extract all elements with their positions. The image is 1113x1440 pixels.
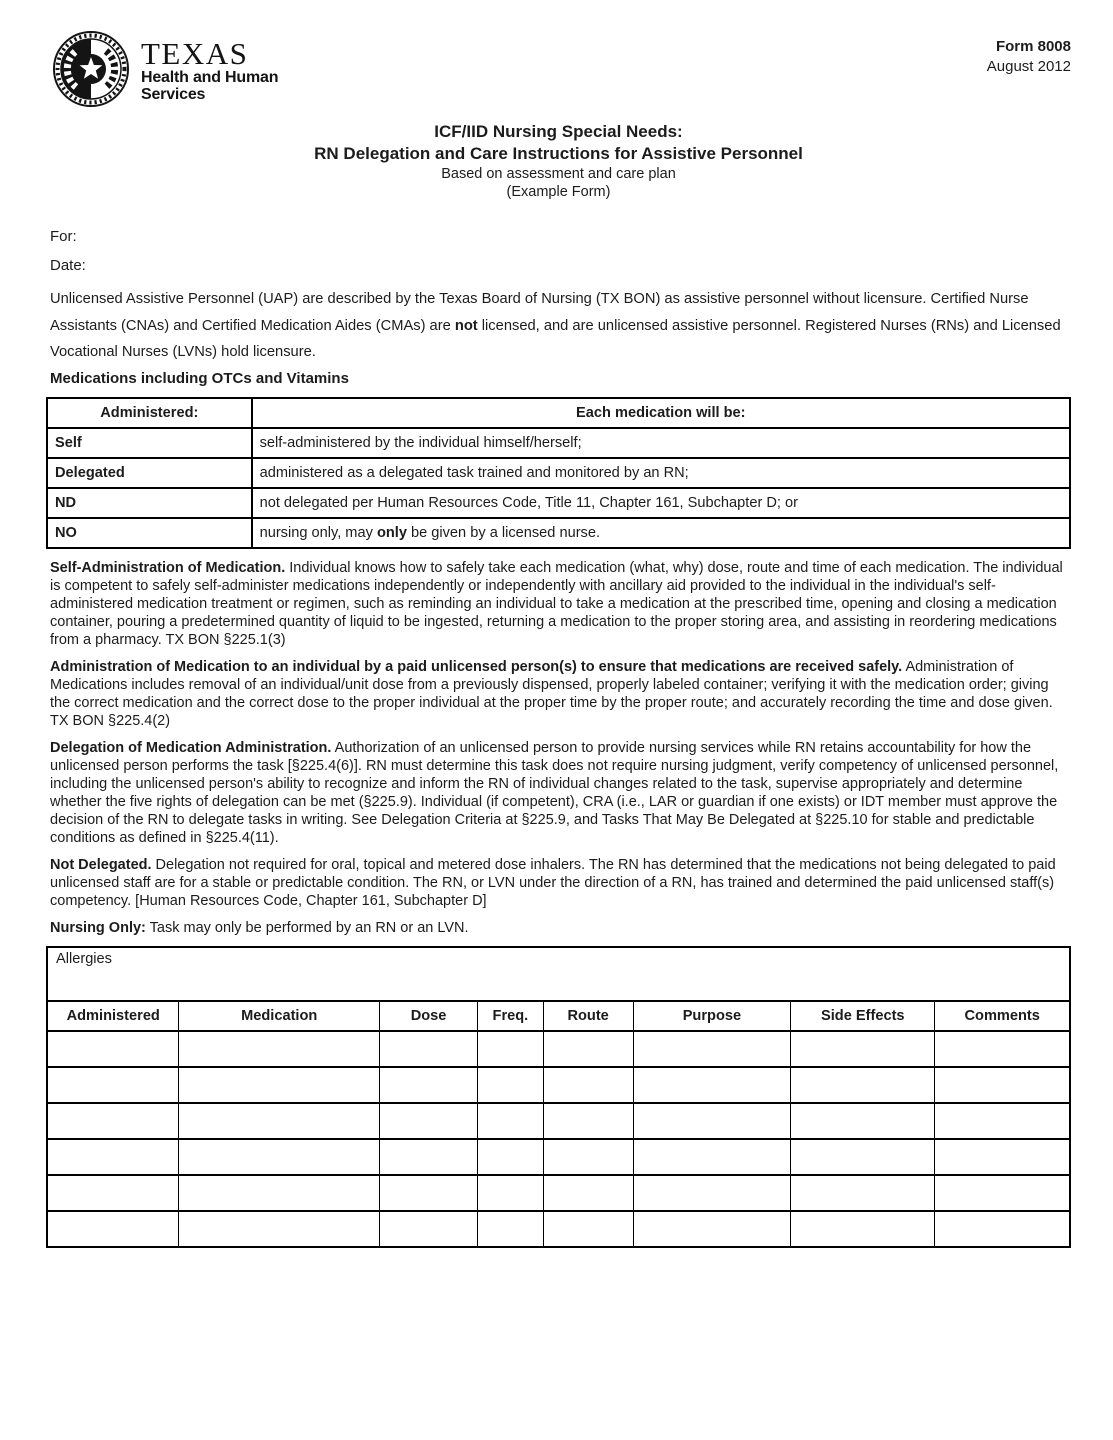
medication-row-empty — [47, 1103, 1070, 1139]
legend-term: Delegated — [47, 458, 252, 488]
legend-row-nd — [47, 488, 1070, 518]
column-header-administered: Administered — [47, 1001, 179, 1031]
column-header-medication: Medication — [179, 1001, 380, 1031]
table-cell-empty[interactable] — [478, 1067, 543, 1103]
column-header-side-effects: Side Effects — [791, 1001, 935, 1031]
form-subtitle: Based on assessment and care plan — [441, 166, 676, 182]
table-cell-empty[interactable] — [179, 1211, 380, 1247]
medications-section-heading: Medications including OTCs and Vitamins — [50, 369, 349, 387]
legend-row-delegated — [47, 458, 1070, 488]
table-cell-empty[interactable] — [633, 1175, 791, 1211]
table-cell-empty[interactable] — [543, 1211, 633, 1247]
table-cell-empty[interactable] — [379, 1031, 477, 1067]
medication-row-empty — [47, 1139, 1070, 1175]
table-cell-empty[interactable] — [379, 1103, 477, 1139]
table-cell-empty[interactable] — [633, 1211, 791, 1247]
table-cell-empty[interactable] — [543, 1103, 633, 1139]
medication-table-header-row — [47, 1001, 1070, 1031]
table-cell-empty[interactable] — [543, 1067, 633, 1103]
medication-row-empty — [47, 1031, 1070, 1067]
table-cell-empty[interactable] — [47, 1067, 179, 1103]
allergies-field[interactable]: Allergies — [47, 947, 1070, 1001]
legend-definition: administered as a delegated task trained and monitored by an RN; — [252, 458, 1070, 488]
legend-row-no — [47, 518, 1070, 548]
logo-dept-line2: Services — [141, 86, 206, 103]
column-header-comments: Comments — [935, 1001, 1070, 1031]
table-cell-empty[interactable] — [179, 1139, 380, 1175]
table-cell-empty[interactable] — [633, 1103, 791, 1139]
table-cell-empty[interactable] — [791, 1211, 935, 1247]
medication-row-empty — [47, 1211, 1070, 1247]
legend-header-administered: Administered: — [47, 398, 252, 428]
table-cell-empty[interactable] — [633, 1031, 791, 1067]
table-cell-empty[interactable] — [379, 1211, 477, 1247]
table-cell-empty[interactable] — [179, 1103, 380, 1139]
table-cell-empty[interactable] — [47, 1103, 179, 1139]
legend-row-self — [47, 428, 1070, 458]
column-header-dose: Dose — [379, 1001, 477, 1031]
form-type-note: (Example Form) — [506, 184, 611, 200]
form-title-line2: RN Delegation and Care Instructions for Assistive Personnel — [314, 144, 803, 163]
table-cell-empty[interactable] — [478, 1103, 543, 1139]
column-header-purpose: Purpose — [633, 1001, 791, 1031]
table-cell-empty[interactable] — [633, 1139, 791, 1175]
texas-state-seal-icon — [52, 30, 130, 108]
legend-header-row — [47, 398, 1070, 428]
table-cell-empty[interactable] — [791, 1103, 935, 1139]
table-cell-empty[interactable] — [543, 1175, 633, 1211]
form-date: August 2012 — [986, 58, 1071, 75]
table-cell-empty[interactable] — [47, 1031, 179, 1067]
column-header-freq: Freq. — [478, 1001, 543, 1031]
medication-row-empty — [47, 1067, 1070, 1103]
intro-paragraph: Unlicensed Assistive Personnel (UAP) are described by the Texas Board of Nursing (TX BON) as assistive personnel without licensure. Certified Nurse Assistants (CNAs) and Certified Medication Aides (CMAs) are not licensed, and are unlicensed assistive personnel. Registered Nurses (RNs) and Licensed Vocational Nurses (LVNs) hold licensure. — [50, 291, 1061, 360]
table-cell-empty[interactable] — [478, 1139, 543, 1175]
logo-text — [141, 35, 278, 103]
definition-self-administration: Self-Administration of Medication. Individual knows how to safely take each medication (what, why) dose, route and time of each medication. The individual is competent to safely self-administer medications independently or independently with ancillary aid provided to the individual in the individual's self-administered medication treatment or regimen, such as reminding an individual to take a medication at the prescribed time, opening and closing a medication container, pouring a predetermined quantity of liquid to be ingested, returning a medication to the proper storing area, and assisting in reordering medications from a pharmacy. TX BON §225.1(3) — [50, 559, 1063, 648]
for-field-line — [50, 227, 1071, 245]
table-cell-empty[interactable] — [47, 1139, 179, 1175]
allergies-row — [47, 947, 1070, 1001]
legend-term: NO — [47, 518, 252, 548]
legend-term: ND — [47, 488, 252, 518]
form-number: Form 8008 — [995, 38, 1071, 55]
table-cell-empty[interactable] — [791, 1175, 935, 1211]
legend-definition: not delegated per Human Resources Code, Title 11, Chapter 161, Subchapter D; or — [252, 488, 1070, 518]
logo-dept-line1: Health and Human — [141, 69, 279, 86]
form-title-line1: ICF/IID Nursing Special Needs: — [434, 122, 683, 141]
table-cell-empty[interactable] — [379, 1139, 477, 1175]
definition-administration: Administration of Medication to an individual by a paid unlicensed person(s) to ensure that medications are received safely. Administration of Medications includes removal of an individual/unit dose from a previously dispensed, properly labeled container; verifying it with the medication order; giving the correct medication and the correct dose to the proper individual at the proper time by the proper route; and accurately recording the time and dose given. TX BON §225.4(2) — [50, 658, 1053, 729]
table-cell-empty[interactable] — [379, 1175, 477, 1211]
definition-nursing-only: Nursing Only: Task may only be performed by an RN or an LVN. — [50, 919, 469, 936]
for-value-area[interactable] — [77, 227, 377, 245]
table-cell-empty[interactable] — [791, 1067, 935, 1103]
table-cell-empty[interactable] — [478, 1175, 543, 1211]
table-cell-empty[interactable] — [179, 1031, 380, 1067]
page-header — [46, 30, 1071, 108]
texas-hhs-logo — [52, 30, 278, 108]
date-value-area[interactable] — [86, 256, 386, 274]
legend-definition: self-administered by the individual himself/herself; — [252, 428, 1070, 458]
medication-row-empty — [47, 1175, 1070, 1211]
legend-header-each-medication: Each medication will be: — [252, 398, 1070, 428]
administration-legend-table — [46, 397, 1071, 549]
column-header-route: Route — [543, 1001, 633, 1031]
title-block — [46, 121, 1071, 201]
table-cell-empty[interactable] — [179, 1175, 380, 1211]
table-cell-empty[interactable] — [47, 1175, 179, 1211]
table-cell-empty[interactable] — [47, 1211, 179, 1247]
date-label: Date: — [50, 257, 86, 274]
table-cell-empty[interactable] — [935, 1031, 1070, 1067]
definition-delegation: Delegation of Medication Administration. Authorization of an unlicensed person to provide nursing services while RN retains accountability for how the unlicensed person performs the task [§225.4(6)]. RN must determine this task does not require nursing judgment, verify competency of unlicensed personnel, including the unlicensed person's ability to recognize and inform the RN of individual changes related to the task, supervise appropriately and determine whether the five rights of delegation can be met (§225.9). Individual (if competent), CRA (i.e., LAR or guardian if one exists) or IDT member must approve the decision of the RN to delegate tasks in writing. See Delegation Criteria at §225.9, and Tasks That May Be Delegated at §225.10 for stable and predictable conditions as defined in §225.4(11). — [50, 739, 1059, 846]
table-cell-empty[interactable] — [478, 1211, 543, 1247]
table-cell-empty[interactable] — [478, 1031, 543, 1067]
legend-term: Self — [47, 428, 252, 458]
table-cell-empty[interactable] — [935, 1067, 1070, 1103]
form-info — [987, 30, 1071, 77]
table-cell-empty[interactable] — [935, 1175, 1070, 1211]
table-cell-empty[interactable] — [379, 1067, 477, 1103]
legend-definition: nursing only, may only be given by a licensed nurse. — [252, 518, 1070, 548]
table-cell-empty[interactable] — [543, 1031, 633, 1067]
table-cell-empty[interactable] — [935, 1103, 1070, 1139]
table-cell-empty[interactable] — [633, 1067, 791, 1103]
definition-not-delegated: Not Delegated. Delegation not required for oral, topical and metered dose inhalers. The RN has determined that the medications not being delegated to paid unlicensed staff are for a stable or predictable condition. The RN, or LVN under the direction of a RN, has trained and determined the paid unlicensed staff(s) competency. [Human Resources Code, Chapter 161, Subchapter D] — [50, 856, 1056, 909]
logo-org-name: TEXAS — [141, 36, 249, 71]
table-cell-empty[interactable] — [179, 1067, 380, 1103]
table-cell-empty[interactable] — [543, 1139, 633, 1175]
table-cell-empty[interactable] — [791, 1139, 935, 1175]
table-cell-empty[interactable] — [935, 1211, 1070, 1247]
date-field-line — [50, 256, 1071, 274]
table-cell-empty[interactable] — [791, 1031, 935, 1067]
for-label: For: — [50, 228, 77, 245]
table-cell-empty[interactable] — [935, 1139, 1070, 1175]
medication-list-table — [46, 946, 1071, 1248]
